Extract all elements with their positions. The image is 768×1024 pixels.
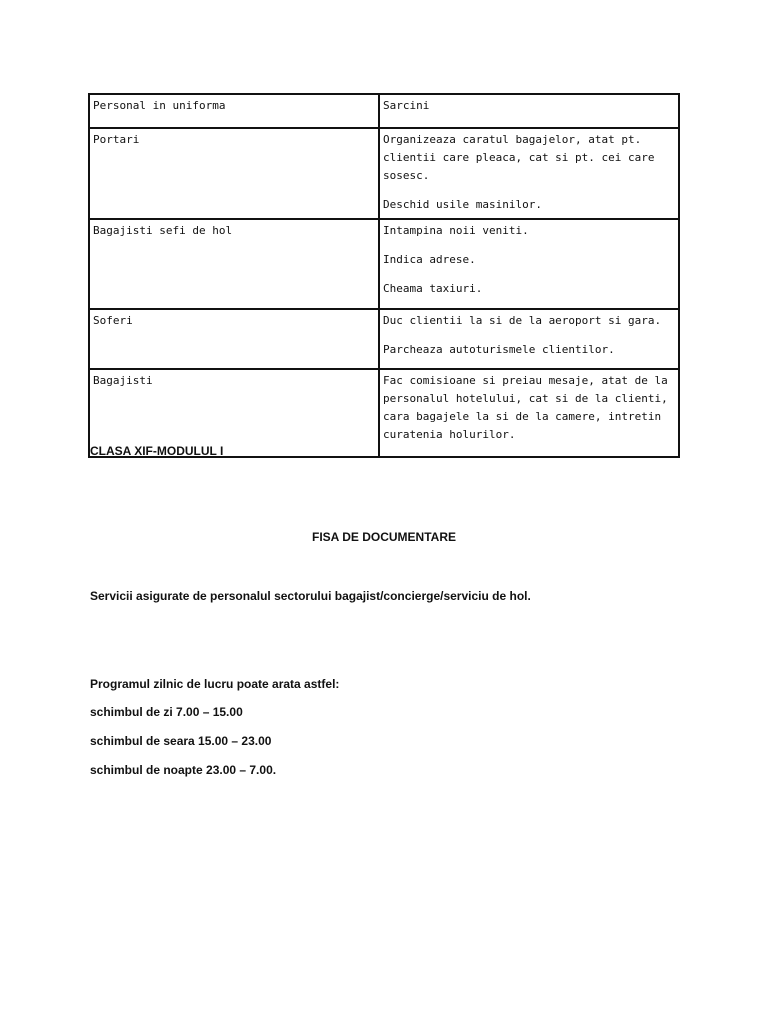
task-text: Fac comisioane si preiau mesaje, atat de la personalul hotelului, cat si de la clienti, cara bagajele la si de la camere, intretin curatenia holurilor.: [383, 374, 668, 441]
task-text: Deschid usile masinilor.: [383, 198, 542, 211]
header-sarcini: Sarcini: [379, 94, 679, 128]
role-cell: Bagajisti: [89, 369, 379, 457]
tasks-cell: [379, 128, 679, 219]
role-cell: Portari: [89, 128, 379, 219]
shift-night: schimbul de noapte 23.00 – 7.00.: [90, 763, 277, 777]
table-row: [89, 219, 679, 309]
task-text: Organizeaza caratul bagajelor, atat pt. clientii care pleaca, cat si pt. cei care sosesc.: [383, 133, 655, 182]
task-text: Cheama taxiuri.: [383, 282, 483, 295]
task-text: Intampina noii veniti.: [383, 224, 529, 237]
document-subtitle: Servicii asigurate de personalul sectorului bagajist/concierge/serviciu de hol.: [90, 589, 531, 603]
shift-evening: schimbul de seara 15.00 – 23.00: [90, 734, 272, 748]
document-title: FISA DE DOCUMENTARE: [312, 530, 456, 544]
task-text: Indica adrese.: [383, 253, 476, 266]
task-text: Duc clientii la si de la aeroport si gara.: [383, 314, 662, 327]
tasks-cell: [379, 219, 679, 309]
table-header-row: [89, 94, 679, 128]
shift-day: schimbul de zi 7.00 – 15.00: [90, 705, 243, 719]
tasks-cell: [379, 369, 679, 457]
header-personal: Personal in uniforma: [89, 94, 379, 128]
table-row: [89, 128, 679, 219]
role-cell: Bagajisti sefi de hol: [89, 219, 379, 309]
task-text: Parcheaza autoturismele clientilor.: [383, 343, 615, 356]
duties-table: [88, 93, 680, 458]
table-row: [89, 309, 679, 369]
program-intro: Programul zilnic de lucru poate arata astfel:: [90, 677, 340, 691]
class-label: CLASA XIF-MODULUL I: [90, 444, 224, 458]
role-cell: Soferi: [89, 309, 379, 369]
tasks-cell: [379, 309, 679, 369]
